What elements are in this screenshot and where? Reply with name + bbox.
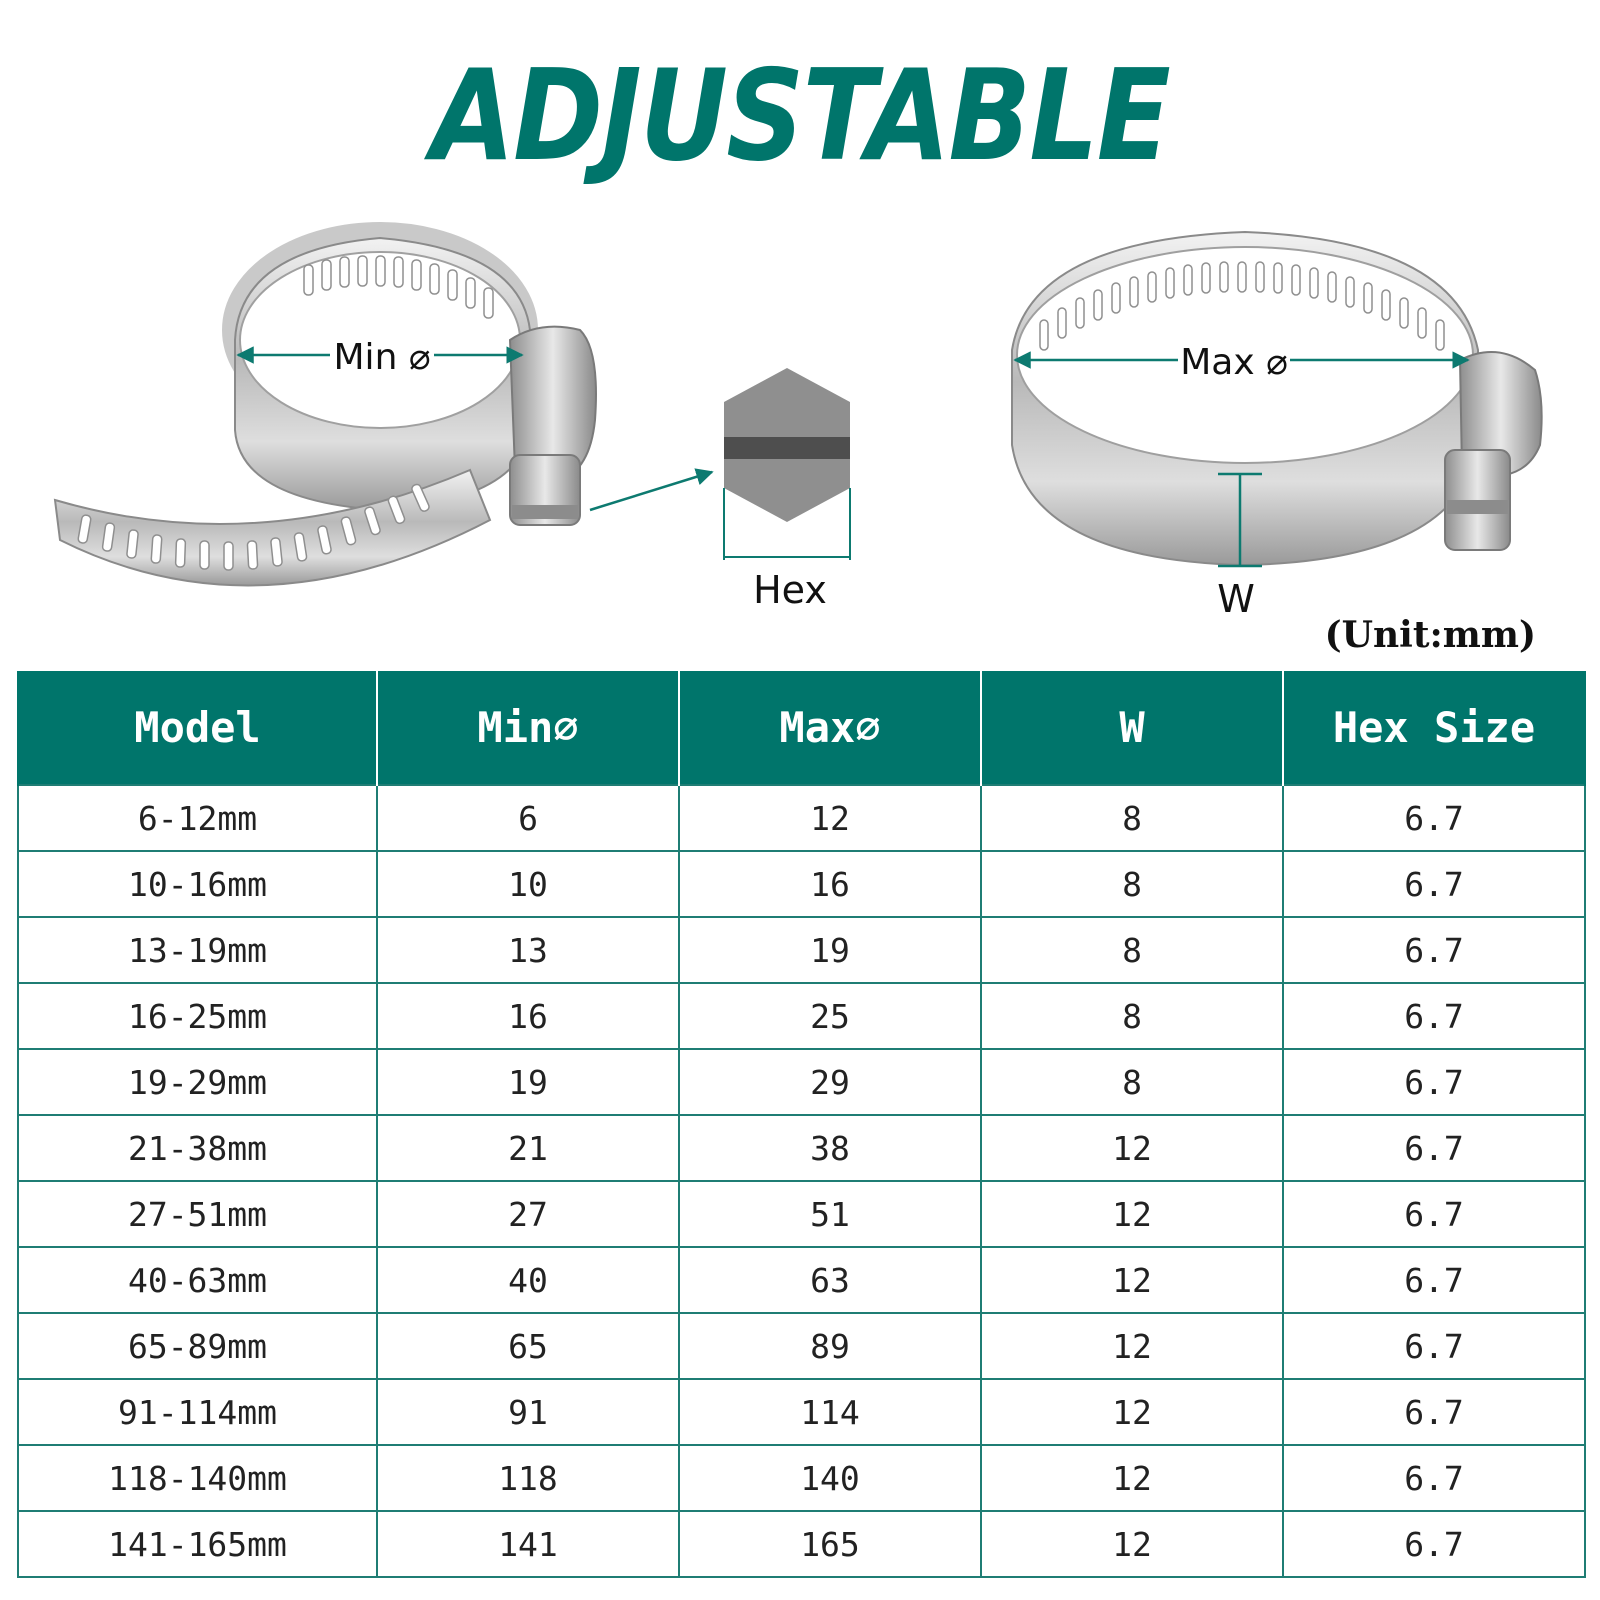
cell-max: 38 [679, 1115, 981, 1181]
cell-min: 13 [377, 917, 679, 983]
cell-hex-size: 6.7 [1283, 851, 1585, 917]
cell-model: 16-25mm [18, 983, 377, 1049]
header-max: Max⌀ [679, 671, 981, 785]
cell-model: 65-89mm [18, 1313, 377, 1379]
cell-w: 12 [981, 1247, 1283, 1313]
cell-w: 12 [981, 1379, 1283, 1445]
header-min: Min⌀ [377, 671, 679, 785]
header-w: W [981, 671, 1283, 785]
cell-hex-size: 6.7 [1283, 1115, 1585, 1181]
cell-hex-size: 6.7 [1283, 785, 1585, 851]
cell-w: 8 [981, 917, 1283, 983]
cell-model: 21-38mm [18, 1115, 377, 1181]
cell-min: 27 [377, 1181, 679, 1247]
max-label: Max ⌀ [1180, 342, 1288, 383]
cell-max: 51 [679, 1181, 981, 1247]
cell-min: 65 [377, 1313, 679, 1379]
cell-hex-size: 6.7 [1283, 1445, 1585, 1511]
hex-pointer-arrow [590, 472, 712, 510]
cell-min: 16 [377, 983, 679, 1049]
cell-max: 12 [679, 785, 981, 851]
cell-min: 19 [377, 1049, 679, 1115]
cell-w: 12 [981, 1181, 1283, 1247]
cell-hex-size: 6.7 [1283, 917, 1585, 983]
cell-min: 91 [377, 1379, 679, 1445]
unit-label: (Unit:mm) [1324, 614, 1536, 656]
cell-min: 21 [377, 1115, 679, 1181]
cell-min: 141 [377, 1511, 679, 1577]
header-hex-size: Hex Size [1283, 671, 1585, 785]
cell-w: 8 [981, 1049, 1283, 1115]
cell-model: 118-140mm [18, 1445, 377, 1511]
cell-model: 91-114mm [18, 1379, 377, 1445]
cell-max: 19 [679, 917, 981, 983]
hex-label: Hex [753, 568, 827, 612]
cell-w: 12 [981, 1313, 1283, 1379]
table-row [18, 1379, 1585, 1445]
table-header-row [18, 671, 1585, 785]
hose-clamp-open-icon [55, 235, 596, 585]
cell-max: 140 [679, 1445, 981, 1511]
cell-w: 12 [981, 1511, 1283, 1577]
cell-model: 141-165mm [18, 1511, 377, 1577]
cell-hex-size: 6.7 [1283, 1049, 1585, 1115]
table-row [18, 1445, 1585, 1511]
w-label: W [1217, 577, 1255, 621]
cell-model: 10-16mm [18, 851, 377, 917]
cell-w: 8 [981, 785, 1283, 851]
cell-hex-size: 6.7 [1283, 983, 1585, 1049]
cell-max: 16 [679, 851, 981, 917]
table-row [18, 1313, 1585, 1379]
cell-model: 13-19mm [18, 917, 377, 983]
cell-hex-size: 6.7 [1283, 1511, 1585, 1577]
min-label: Min ⌀ [333, 337, 431, 378]
table-row [18, 785, 1585, 851]
table-row [18, 1049, 1585, 1115]
cell-w: 8 [981, 983, 1283, 1049]
cell-hex-size: 6.7 [1283, 1181, 1585, 1247]
cell-min: 118 [377, 1445, 679, 1511]
cell-model: 27-51mm [18, 1181, 377, 1247]
cell-max: 25 [679, 983, 981, 1049]
cell-w: 12 [981, 1115, 1283, 1181]
cell-min: 6 [377, 785, 679, 851]
table-row [18, 917, 1585, 983]
cell-min: 40 [377, 1247, 679, 1313]
table-row [18, 1511, 1585, 1577]
cell-max: 165 [679, 1511, 981, 1577]
table-row [18, 1115, 1585, 1181]
cell-model: 6-12mm [18, 785, 377, 851]
cell-hex-size: 6.7 [1283, 1379, 1585, 1445]
header-model: Model [18, 671, 377, 785]
table-row [18, 1247, 1585, 1313]
spec-table [17, 671, 1586, 1578]
table-row [18, 983, 1585, 1049]
hex-screw-head-icon [724, 368, 850, 612]
clamp-diagram [0, 0, 1600, 660]
cell-min: 10 [377, 851, 679, 917]
cell-hex-size: 6.7 [1283, 1313, 1585, 1379]
cell-model: 40-63mm [18, 1247, 377, 1313]
cell-max: 63 [679, 1247, 981, 1313]
cell-model: 19-29mm [18, 1049, 377, 1115]
cell-max: 114 [679, 1379, 981, 1445]
cell-w: 12 [981, 1445, 1283, 1511]
cell-max: 29 [679, 1049, 981, 1115]
cell-max: 89 [679, 1313, 981, 1379]
table-row [18, 1181, 1585, 1247]
cell-hex-size: 6.7 [1283, 1247, 1585, 1313]
cell-w: 8 [981, 851, 1283, 917]
hose-clamp-closed-icon [1012, 232, 1542, 565]
table-row [18, 851, 1585, 917]
page-title: ADJUSTABLE [431, 42, 1169, 189]
